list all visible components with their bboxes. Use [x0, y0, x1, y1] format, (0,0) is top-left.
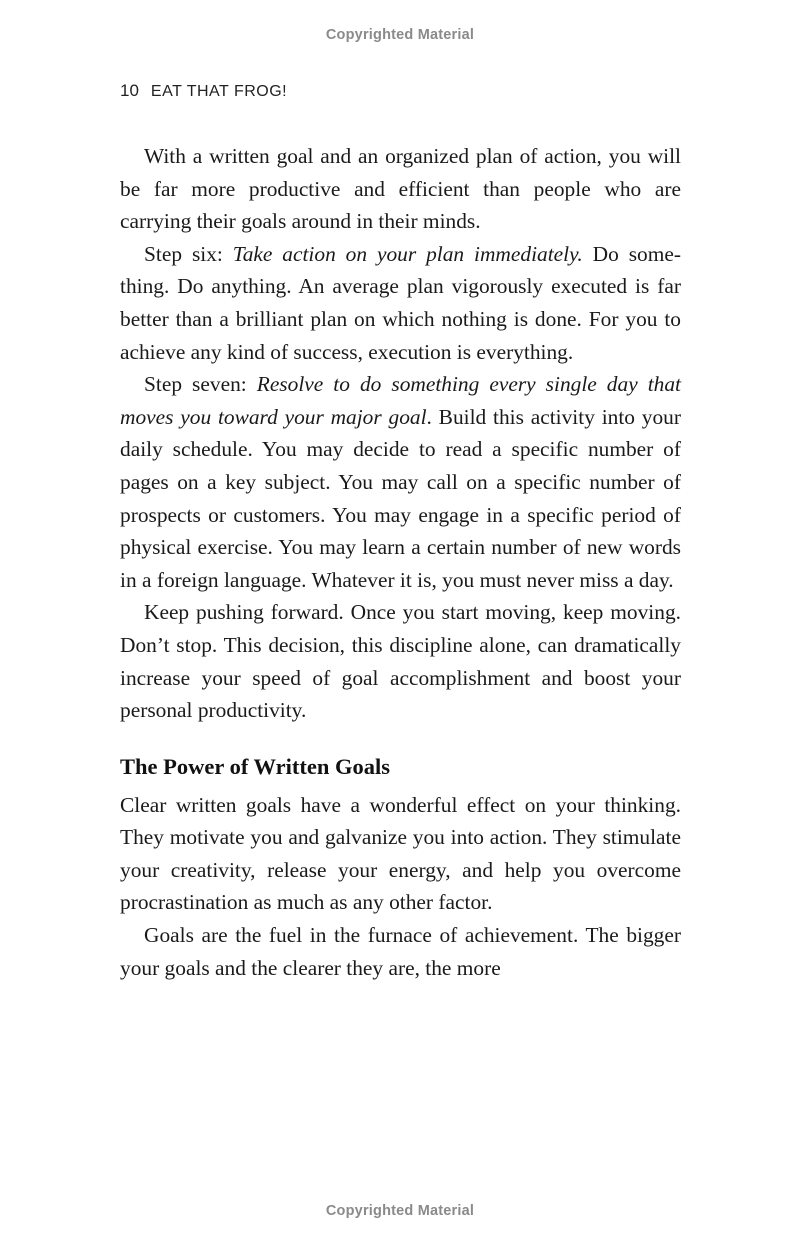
step-six-body: Do something. Do anything. An average plan vigorously executed is far better than a brilliant plan on which nothing is done. For you to achieve any kind of success, execution is everything. — [120, 241, 681, 364]
paragraph-step-seven — [120, 368, 681, 596]
copyright-watermark-top: Copyrighted Material — [325, 27, 475, 43]
paragraph-goals-fuel: Goals are the fuel in the furnace of achievement. The bigger your goals and the clearer they are, the more — [120, 923, 681, 980]
paragraph-written-goal: With a written goal and an organized plan of action, you will be far more productive and efficient than people who are carrying their goals around in their minds. — [120, 144, 681, 234]
running-head — [120, 81, 287, 101]
copyright-watermark-bottom: Copyrighted Material — [325, 1203, 475, 1219]
step-seven-lead: Step seven: — [144, 372, 257, 397]
step-seven-emphasis: Resolve to do something every single day that moves you toward your major goal — [120, 372, 682, 429]
book-title: EAT THAT FROG! — [150, 83, 288, 100]
step-six-lead: Step six: — [144, 241, 233, 266]
step-six-emphasis: Take action on your plan immediately. — [232, 241, 583, 266]
paragraph-step-six — [120, 238, 681, 368]
step-seven-body: . Build this activity into your daily schedule. You may decide to read a specific number of pages on a key subject. You may call on a specific number of prospects or customers. You may engage in a specific period of physical exercise. You may learn a certain number of new words in a foreign language. Whatever it is, you must never miss a day. — [120, 404, 681, 592]
section-heading: The Power of Written Goals — [120, 753, 390, 779]
paragraph-keep-pushing: Keep pushing forward. Once you start moving, keep moving. Don’t stop. This decision, this discipline alone, can dramatically increase your speed of goal accomplishment and boost your personal productivity. — [120, 600, 681, 723]
paragraph-clear-goals: Clear written goals have a wonderful effect on your thinking. They motivate you and galvanize you into action. They stimulate your creativity, release your energy, and help you overcome procrastination as much as any other factor. — [120, 792, 681, 915]
page-number: 10 — [120, 81, 139, 100]
body-text — [120, 140, 681, 984]
